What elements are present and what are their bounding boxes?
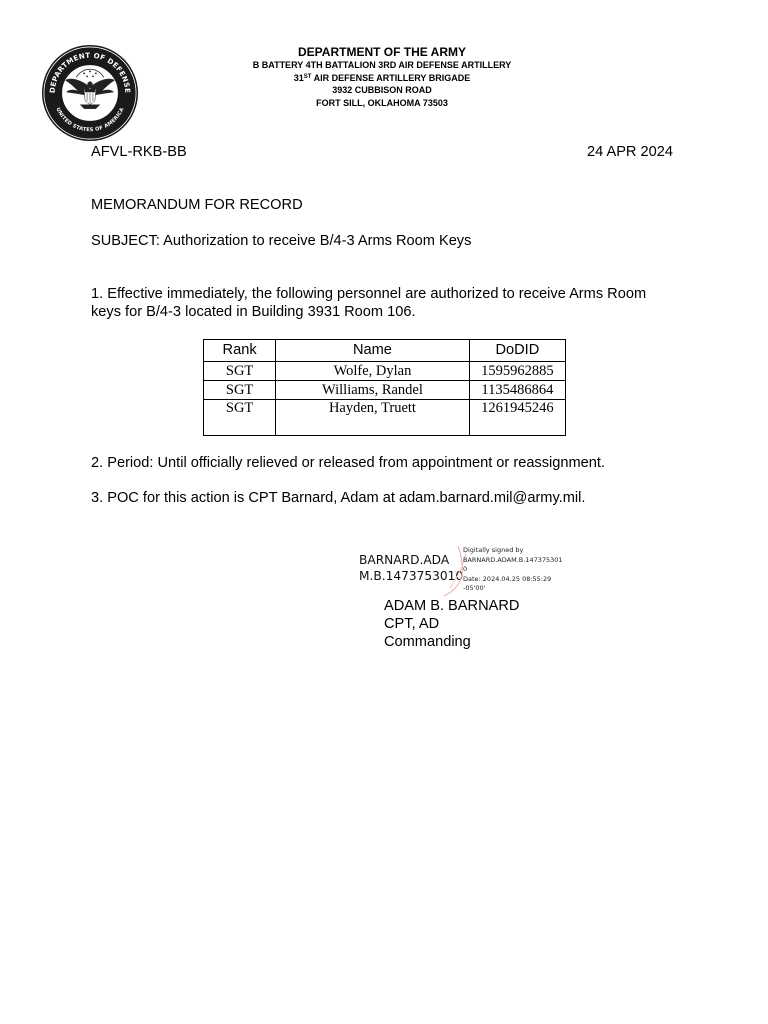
cell-name: Wolfe, Dylan [276,362,470,381]
letterhead-unit: B BATTERY 4TH BATTALION 3RD AIR DEFENSE ARTILLERY [252,60,512,70]
brigade-name: AIR DEFENSE ARTILLERY BRIGADE [311,72,471,83]
signature-detail-signer: BARNARD.ADAM.B.147375301 [463,555,563,564]
brigade-ordinal: ST [303,73,312,80]
cell-dodid: 1135486864 [469,381,565,400]
cell-rank: SGT [204,362,276,381]
signature-detail-label: Digitally signed by [463,546,524,554]
letterhead-street: 3932 CUBBISON ROAD [332,85,432,95]
personnel-table [203,339,566,436]
letterhead-city: FORT SILL, OKLAHOMA 73503 [316,97,448,108]
paragraph-2: 2. Period: Until officially relieved or released from appointment or reassignment. [91,455,606,471]
cell-rank: SGT [204,400,276,436]
signature-detail-timezone: -05'00' [463,584,486,592]
digital-signature-name-line-1: BARNARD.ADA [359,553,450,567]
table-row [204,400,566,436]
letterhead [180,45,584,109]
signer-title: Commanding [384,634,471,650]
cell-name: Hayden, Truett [276,400,470,436]
signer-name: ADAM B. BARNARD [384,598,520,614]
dod-seal-icon [41,44,139,142]
letterhead-title: DEPARTMENT OF THE ARMY [298,45,466,59]
signature-detail-date: Date: 2024.04.25 08:55:29 [463,574,552,583]
brigade-number: 31 [293,72,304,83]
signature-detail-signer-end: 0 [463,565,468,573]
digital-signature-details [463,546,563,594]
digital-signature-name-line-2: M.B.1473753010 [359,569,464,583]
header-rank: Rank [204,340,276,362]
svg-text:DEPARTMENT OF DEFENSE: DEPARTMENT OF DEFENSE [47,50,133,94]
letterhead-brigade [180,72,584,85]
paragraph-3: 3. POC for this action is CPT Barnard, Adam at adam.barnard.mil@army.mil. [91,490,586,506]
cell-name: Williams, Randel [276,381,470,400]
paragraph-1-line-2: keys for B/4-3 located in Building 3931 Room 106. [91,304,416,320]
paragraph-1 [91,285,646,321]
cell-dodid: 1595962885 [469,362,565,381]
table-header-row [204,340,566,362]
memo-heading: MEMORANDUM FOR RECORD [91,197,303,213]
signer-rank: CPT, AD [384,616,440,632]
header-name: Name [276,340,470,362]
cell-dodid: 1261945246 [469,400,565,436]
office-symbol: AFVL-RKB-BB [91,144,187,160]
memo-subject: SUBJECT: Authorization to receive B/4-3 Arms Room Keys [91,233,472,249]
signature-block [384,597,519,651]
cell-rank: SGT [204,381,276,400]
paragraph-1-line-1: 1. Effective immediately, the following personnel are authorized to receive Arms Room [91,286,647,302]
header-dodid: DoDID [469,340,565,362]
table-row [204,381,566,400]
table-row [204,362,566,381]
svg-text:UNITED STATES OF AMERICA: UNITED STATES OF AMERICA [54,106,126,134]
memo-date: 24 APR 2024 [586,144,673,160]
